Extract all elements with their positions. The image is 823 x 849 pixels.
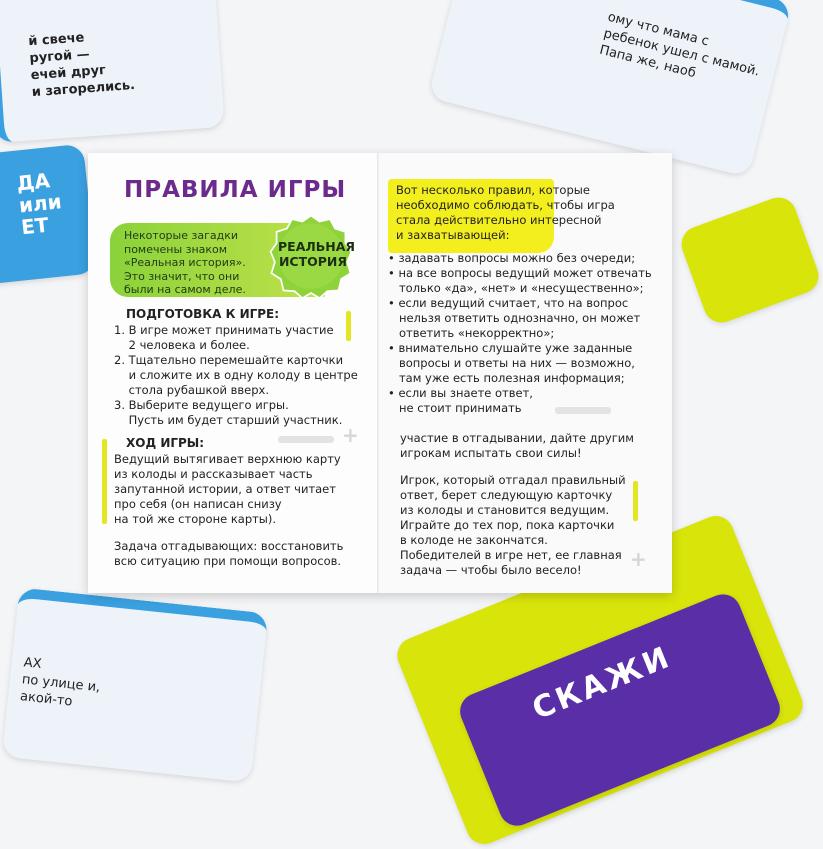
background-card-left-blue xyxy=(0,144,96,287)
background-card-text: ДА или ЕТ xyxy=(15,168,63,240)
background-card-text: ому что мама с ребенок ушел с мамой. Папа же, наоб xyxy=(597,9,762,82)
background-card-text: АХ по улице и, акой-то xyxy=(19,655,101,710)
game-move-text: Ведущий вытягивает верхнюю карту из колоды и рассказывает часть запутанной истории, а ответ читает про себя (он написан снизу на той же стороне карты). xyxy=(114,452,341,526)
page-title: ПРАВИЛА ИГРЫ xyxy=(124,177,347,203)
plus-icon: + xyxy=(630,547,647,571)
background-card-text: й свече ругой — ечей друг и загорелись. xyxy=(27,30,136,101)
decor-grey-bar xyxy=(555,407,611,414)
preparation-text: 1. В игре может принимать участие 2 человека и более. 2. Тщательно перемешайте карточки и сложите их в одну колоду в центре стола рубашкой вверх. 3. Выберите ведущего игры. Пусть им будет старший участник. xyxy=(114,323,358,427)
rules-list: • задавать вопросы можно без очереди; • на все вопросы ведущий может отвечать только «да», «нет» и «несущественно»; • если ведущий считает, что на вопрос нельзя ответить однозначно, он может ответить «некорректно»; • внимательно слушайте уже заданные вопросы и ответы на них — возможно, там уже есть полезная информация; • если вы знаете ответ, не стоит принимать xyxy=(388,251,652,415)
rules-intro-text: Вот несколько правил, которые необходимо соблюдать, чтобы игра стала действительно интересной и захватывающей: xyxy=(396,183,615,242)
background-card-top-left xyxy=(0,0,225,143)
task-text: Задача отгадывающих: восстановить всю ситуацию при помощи вопросов. xyxy=(114,539,344,568)
decor-yellow-bar xyxy=(346,311,351,341)
decor-yellow-bar xyxy=(102,439,107,524)
rules-continued-text: участие в отгадывании, дайте другим игрокам испытать свои силы! xyxy=(400,431,634,460)
rules-booklet xyxy=(88,153,672,593)
background-card-top-right xyxy=(428,0,792,177)
background-card-right-yellow xyxy=(677,192,823,327)
plus-icon: + xyxy=(342,423,359,447)
background-card-text: СКАЖИ xyxy=(527,639,677,727)
game-move-heading: ХОД ИГРЫ: xyxy=(126,436,205,450)
ending-text: Игрок, который отгадал правильный ответ, берет следующую карточку из колоды и становится ведущим. Играйте до тех пор, пока карточки в колоде не закончатся. Победителей в игре нет, ее главная задача — чтобы было весело! xyxy=(400,473,626,577)
background-card-bottom-left xyxy=(2,587,268,782)
real-story-note-text: Некоторые загадки помечены знаком «Реальная история». Это значит, что они были на самом деле. xyxy=(124,229,246,296)
preparation-heading: ПОДГОТОВКА К ИГРЕ: xyxy=(126,307,280,321)
real-story-badge-label: РЕАЛЬНАЯ ИСТОРИЯ xyxy=(278,239,356,269)
booklet-right-page xyxy=(380,153,672,593)
decor-grey-bar xyxy=(278,436,334,443)
decor-yellow-bar xyxy=(633,481,638,521)
booklet-left-page xyxy=(88,153,380,593)
